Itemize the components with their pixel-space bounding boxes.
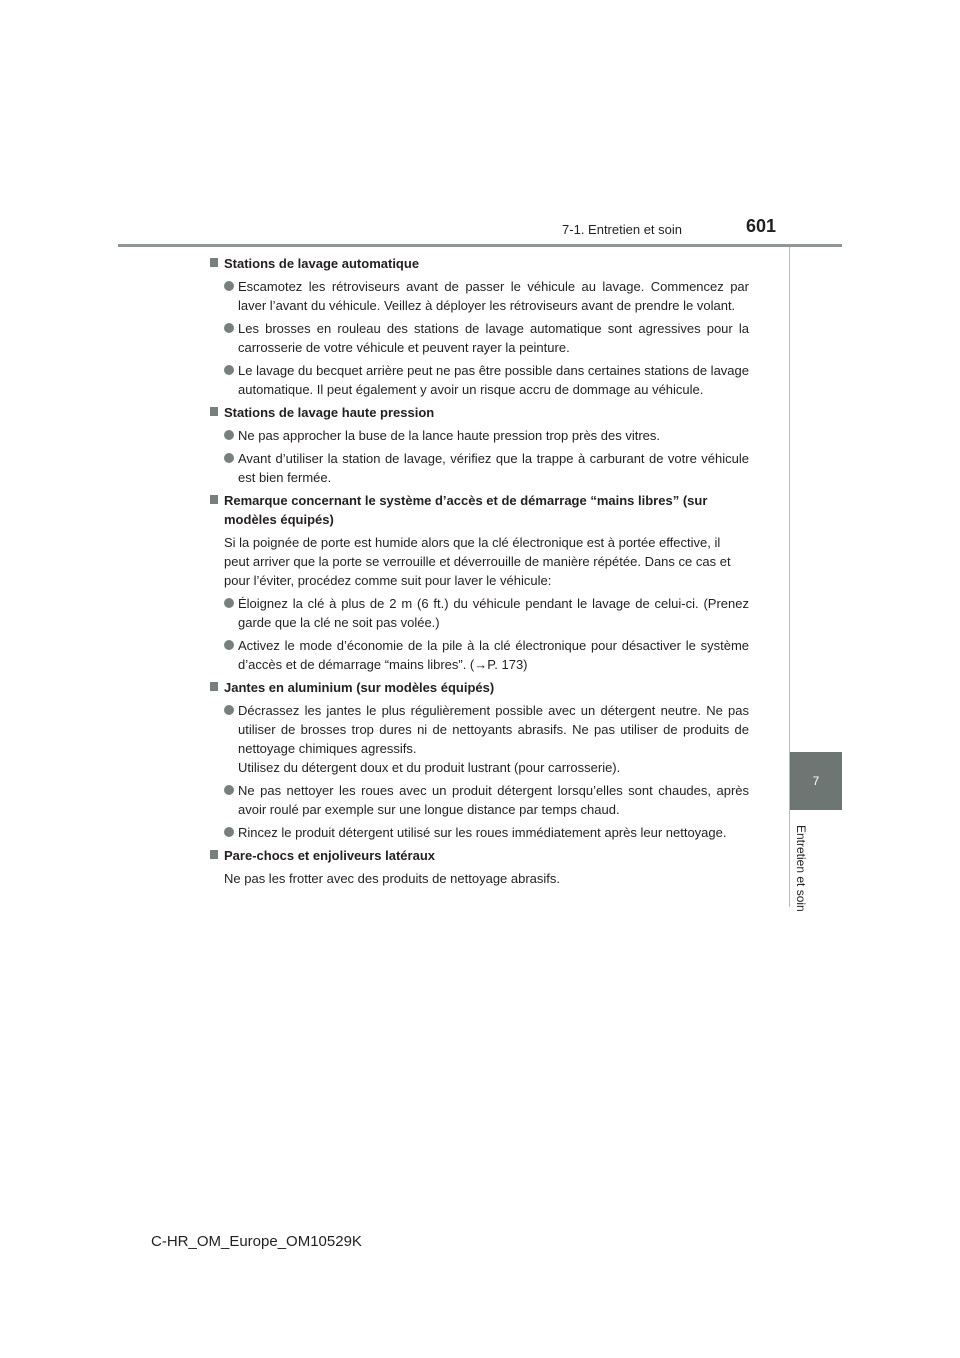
section-heading (210, 254, 749, 273)
bullet-item (210, 636, 749, 674)
section-heading-text: Jantes en aluminium (sur modèles équipés) (224, 680, 495, 695)
chapter-title-vertical: Entretien et soin (794, 824, 808, 912)
bullet-dot-icon (224, 705, 234, 715)
bullet-text: Ne pas nettoyer les roues avec un produit détergent lorsqu’elles sont chaudes, après avoir roulé par exemple sur une longue distance par temps chaud. (238, 783, 749, 817)
bullet-dot-icon (224, 598, 234, 608)
bullet-text: Rincez le produit détergent utilisé sur les roues immédiatement après leur nettoyage. (238, 825, 727, 840)
section-title: 7-1. Entretien et soin (562, 222, 682, 237)
bullet-item (210, 319, 749, 357)
bullet-text: Avant d’utiliser la station de lavage, vérifiez que la trappe à carburant de votre véhicule est bien fermée. (238, 451, 749, 485)
section-heading-text: Stations de lavage automatique (224, 256, 420, 271)
chapter-tab (790, 752, 842, 810)
bullet-item (210, 781, 749, 819)
section-heading-text: Remarque concernant le système d’accès et de démarrage “mains libres” (sur modèles équipés) (224, 493, 708, 527)
square-bullet-icon (210, 682, 218, 691)
bullet-item (210, 277, 749, 315)
bullet-item (210, 594, 749, 632)
bullet-dot-icon (224, 785, 234, 795)
square-bullet-icon (210, 850, 218, 859)
bullet-item (210, 361, 749, 399)
bullet-text: Ne pas approcher la buse de la lance haute pression trop près des vitres. (238, 428, 661, 443)
document-code: C-HR_OM_Europe_OM10529K (151, 1233, 362, 1250)
bullet-text: Décrassez les jantes le plus régulièrement possible avec un détergent neutre. Ne pas utiliser de brosses trop dures ni de nettoyants abrasifs. Ne pas utiliser de produits de nettoyage chimiques agressifs. (238, 703, 749, 756)
section-heading (210, 403, 749, 422)
bullet-text: Utilisez du détergent doux et du produit lustrant (pour carrosserie). (238, 760, 621, 775)
bullet-text: Le lavage du becquet arrière peut ne pas être possible dans certaines stations de lavage automatique. Il peut également y avoir un risque accru de dommage au véhicule. (238, 363, 749, 397)
page-number: 601 (745, 216, 776, 236)
section-heading-text: Stations de lavage haute pression (224, 405, 435, 420)
section-heading (210, 846, 749, 865)
bullet-dot-icon (224, 365, 234, 375)
header-divider (118, 244, 842, 247)
bullet-text: Éloignez la clé à plus de 2 m (6 ft.) du véhicule pendant le lavage de celui-ci. (Prenez garde que la clé ne soit pas volée.) (238, 596, 749, 630)
bullet-text: Activez le mode d’économie de la pile à la clé électronique pour désactiver le système d’accès et de démarrage “mains libres”. (→P. 173) (238, 638, 749, 672)
square-bullet-icon (210, 495, 218, 504)
chapter-number: 7 (812, 774, 820, 788)
bullet-dot-icon (224, 323, 234, 333)
bullet-item (210, 449, 749, 487)
section-heading (210, 678, 749, 697)
bullet-item (210, 426, 749, 445)
square-bullet-icon (210, 258, 218, 267)
bullet-dot-icon (224, 281, 234, 291)
bullet-item (210, 823, 749, 842)
paragraph: Ne pas les frotter avec des produits de nettoyage abrasifs. (224, 871, 561, 886)
bullet-dot-icon (224, 640, 234, 650)
bullet-dot-icon (224, 453, 234, 463)
bullet-dot-icon (224, 430, 234, 440)
square-bullet-icon (210, 407, 218, 416)
bullet-text: Escamotez les rétroviseurs avant de passer le véhicule au lavage. Commencez par laver l’avant du véhicule. Veillez à déployer les rétroviseurs avant de prendre le volant. (238, 279, 749, 313)
paragraph: Si la poignée de porte est humide alors que la clé électronique est à portée effective, il peut arriver que la porte se verrouille et déverrouille de manière répétée. Dans ce cas et pour l’éviter, procédez comme suit pour laver le véhicule: (224, 535, 731, 588)
section-heading-text: Pare-chocs et enjoliveurs latéraux (224, 848, 435, 863)
bullet-dot-icon (224, 827, 234, 837)
page-content (210, 254, 749, 892)
section-heading (210, 491, 749, 529)
bullet-text: Les brosses en rouleau des stations de lavage automatique sont agressives pour la carrosserie de votre véhicule et peuvent rayer la peinture. (238, 321, 749, 355)
bullet-item (210, 701, 749, 777)
